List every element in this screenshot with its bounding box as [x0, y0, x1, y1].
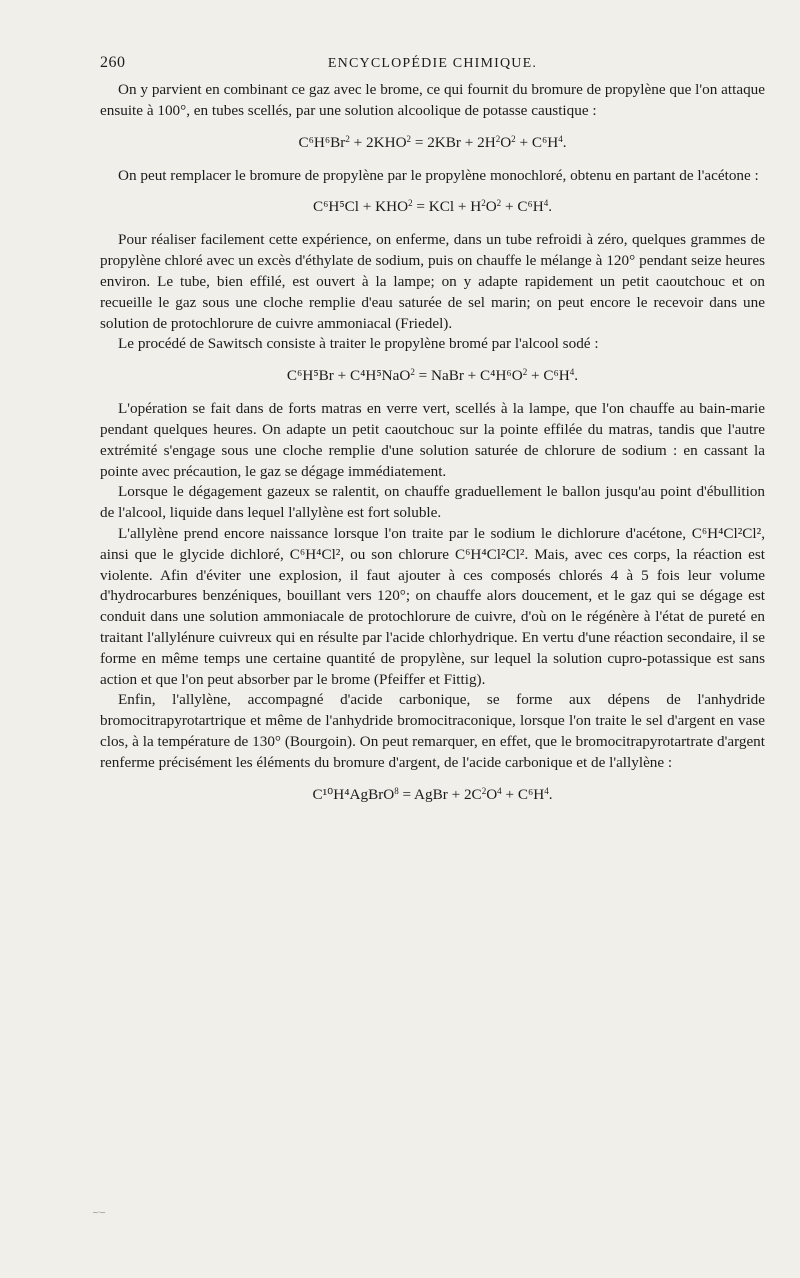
eq1-part: O	[500, 133, 512, 151]
equation-2	[100, 196, 765, 218]
eq2-part: O	[485, 198, 497, 216]
eq4-part: + C⁶H	[501, 785, 545, 803]
eq4-sup: 4	[544, 785, 549, 796]
eq4-part: = AgBr + 2C	[398, 785, 482, 803]
paragraph-6: Lorsque le dégagement gazeux se ralentit, on chauffe graduellement le ballon jusqu'au point d'ébullition de l'alcool, liquide dans lequel l'allylène est fort soluble.	[100, 483, 765, 522]
equation-3	[100, 365, 765, 387]
eq3-part: = NaBr + C⁴H⁶O	[414, 367, 523, 385]
eq3-sup: 2	[522, 367, 528, 378]
eq1-sup: 4	[558, 133, 563, 144]
page-number: 260	[100, 54, 126, 71]
scan-speck: ~·~	[92, 1208, 105, 1217]
eq1-part: .	[562, 133, 567, 151]
paragraph-4: Le procédé de Sawitsch consiste à traiter le propylène bromé par l'alcool sodé :	[118, 335, 599, 353]
eq1-sup: 2	[495, 133, 501, 144]
paragraph-3: Pour réaliser facilement cette expérience, on enferme, dans un tube refroidi à zéro, quelques grammes de propylène chloré avec un excès d'éthylate de sodium, puis on chauffe le mélange à 120° pendant seize heures environ. Le tube, bien effilé, est ouvert à la lampe; on y adapte rapidement un petit caoutchouc et on recueille le gaz sous une cloche remplie d'eau saturée de sel marin; on peut encore le recevoir dans une solution de protochlorure de cuivre ammoniacal (Friedel).	[100, 231, 765, 332]
eq1-sup: 2	[406, 133, 412, 144]
eq3-part: + C⁶H	[527, 367, 570, 385]
eq1-part: + C⁶H	[515, 133, 559, 151]
paragraph-5: L'opération se fait dans de forts matras en verre vert, scellés à la lampe, que l'on chauffe au bain-marie pendant quelques heures. On adapte un petit caoutchouc sur la pointe effilée du matras, tandis que l'autre extrémité s'engage sous une cloche remplie d'une solution saturée de chlorure de sodium : en cassant la pointe avec précaution, le gaz se dégage immédiatement.	[100, 400, 765, 480]
eq1-sup: 2	[511, 133, 516, 144]
eq4-part: .	[548, 785, 553, 803]
paragraph-1: On y parvient en combinant ce gaz avec le brome, ce qui fournit du bromure de propylène que l'on attaque ensuite à 100°, en tubes scellés, par une solution alcoolique de potasse caustique :	[100, 81, 765, 119]
eq4-sup: 8	[394, 785, 399, 796]
document-page	[100, 54, 765, 818]
eq2-part: C⁶H⁵Cl + KHO	[312, 198, 409, 216]
running-title: ENCYCLOPÉDIE CHIMIQUE.	[327, 56, 538, 71]
eq4-part: O	[486, 785, 498, 803]
eq2-part: = KCl + H	[412, 198, 482, 216]
eq3-sup: 4	[569, 367, 575, 378]
eq2-sup: 2	[496, 198, 502, 209]
running-header	[100, 54, 765, 80]
eq1-sup: 2	[345, 133, 350, 144]
paragraph-7: L'allylène prend encore naissance lorsque l'on traite par le sodium le dichlorure d'acétone, C⁶H⁴Cl²Cl², ainsi que le glycide dichloré, C⁶H⁴Cl², ou son chlorure C⁶H⁴Cl²Cl². Mais, avec ces corps, la réaction est violente. Afin d'éviter une explosion, il faut ajouter à ces composés chlorés 4 à 5 fois leur volume d'hydrocarbures benzéniques, bouillant vers 120°; on chauffe alors doucement, et le gaz qui se dégage est conduit dans une solution ammoniacale de protochlorure de cuivre, d'où on le régénère à l'état de pureté en traitant l'allylénure cuivreux qui en résulte par l'acide chlorhydrique. En vertu d'une réaction secondaire, il se forme en même temps une certaine quantité de propylène, sur lequel la solution cupro-potassique est sans action et que l'on peut absorber par le brome (Pfeiffer et Fittig).	[100, 524, 765, 688]
eq3-sup: 2	[410, 367, 415, 378]
eq4-sup: 2	[481, 785, 487, 796]
eq3-part: .	[574, 367, 579, 385]
paragraph-8: Enfin, l'allylène, accompagné d'acide carbonique, se forme aux dépens de l'anhydride bromocitrapyrotartrique et même de l'anhydride bromocitraconique, lorsque l'on traite le sel d'argent en vase clos, à la température de 130° (Bourgoin). On peut remarquer, en effet, que le bromocitrapyrotartrate d'argent renferme précisément les éléments du bromure d'argent, de l'acide carbonique et de l'allylène :	[100, 691, 765, 771]
paragraph-2: On peut remplacer le bromure de propylène par le propylène monochloré, obtenu en partant de l'acétone :	[118, 166, 759, 184]
eq4-sup: 4	[497, 785, 502, 796]
equation-1	[100, 132, 765, 154]
eq1-part: = 2KBr + 2H	[411, 133, 496, 151]
equation-4	[100, 784, 765, 806]
eq2-part: + C⁶H	[501, 198, 544, 216]
eq2-sup: 2	[481, 198, 486, 209]
eq2-sup: 4	[543, 198, 549, 209]
eq3-part: C⁶H⁵Br + C⁴H⁵NaO	[286, 367, 411, 385]
eq2-sup: 2	[408, 198, 413, 209]
eq1-part: + 2KHO	[349, 133, 407, 151]
eq1-part: C⁶H⁶Br	[298, 133, 346, 151]
eq4-part: C¹⁰H⁴AgBrO	[312, 785, 395, 803]
eq2-part: .	[548, 198, 553, 216]
